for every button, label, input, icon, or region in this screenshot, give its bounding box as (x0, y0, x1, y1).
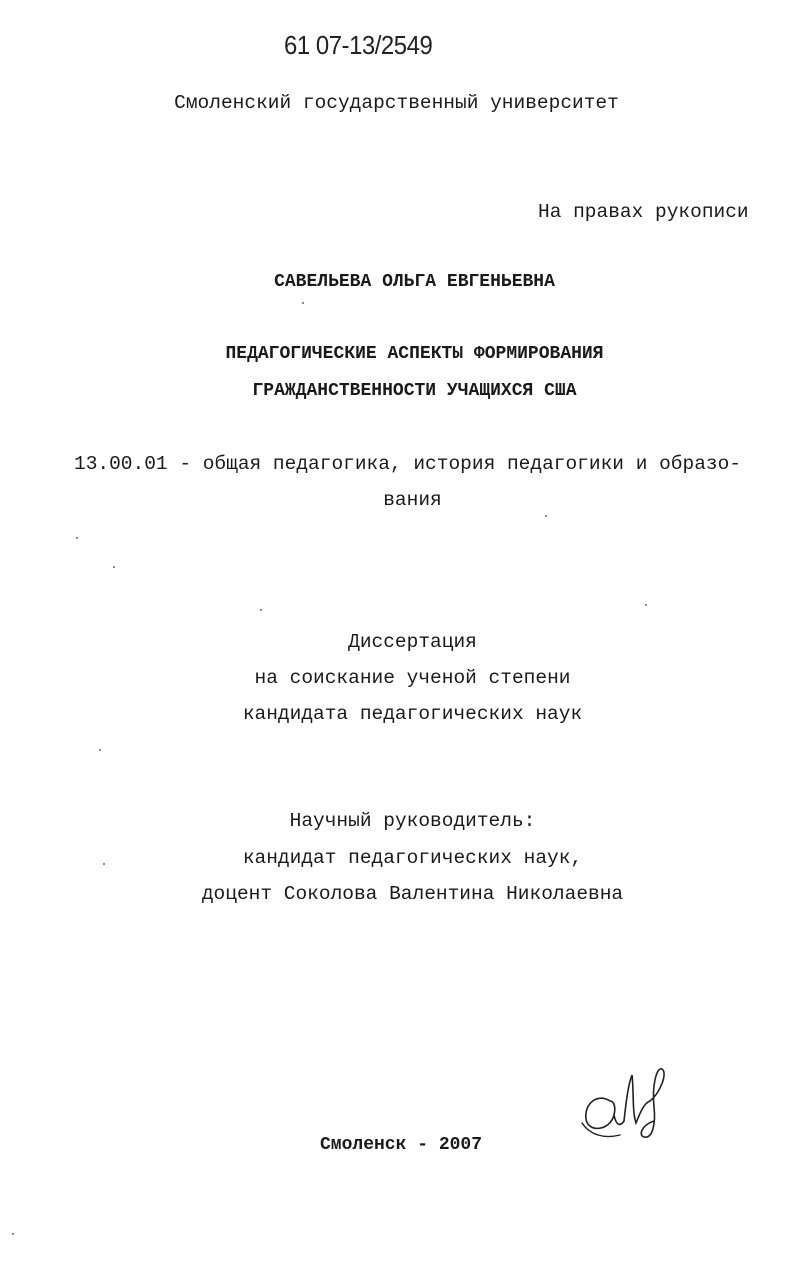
scan-speck (12, 1233, 14, 1235)
supervisor-line-1: Научный руководитель: (289, 810, 536, 832)
manuscript-rights: На правах рукописи (538, 201, 749, 223)
dissertation-line-2: на соискание ученой степени (254, 667, 571, 689)
author-name: САВЕЛЬЕВА ОЛЬГА ЕВГЕНЬЕВНА (274, 272, 555, 292)
dissertation-line-1: Диссертация (348, 631, 477, 653)
specialty-line-1: 13.00.01 - общая педагогика, история педагогики и образо- (74, 453, 742, 475)
scan-speck (103, 863, 105, 865)
scan-speck (99, 749, 101, 751)
scan-speck (113, 566, 115, 568)
supervisor-line-2: кандидат педагогических наук, (242, 847, 583, 869)
catalog-number: 61 07-13/2549 (284, 30, 433, 60)
dissertation-line-3: кандидата педагогических наук (242, 703, 583, 725)
university-name: Смоленский государственный университет (174, 92, 619, 114)
city-year: Смоленск - 2007 (320, 1135, 483, 1155)
scan-speck (302, 302, 304, 304)
scan-speck (260, 609, 262, 611)
scan-speck (645, 604, 647, 606)
title-line-1: ПЕДАГОГИЧЕСКИЕ АСПЕКТЫ ФОРМИРОВАНИЯ (225, 344, 604, 364)
specialty-line-2: вания (383, 489, 442, 511)
scan-speck (545, 515, 547, 517)
title-line-2: ГРАЖДАНСТВЕННОСТИ УЧАЩИХСЯ США (252, 381, 577, 401)
handwritten-signature (580, 1063, 675, 1143)
scan-speck (76, 537, 78, 539)
supervisor-line-3: доцент Соколова Валентина Николаевна (201, 883, 624, 905)
